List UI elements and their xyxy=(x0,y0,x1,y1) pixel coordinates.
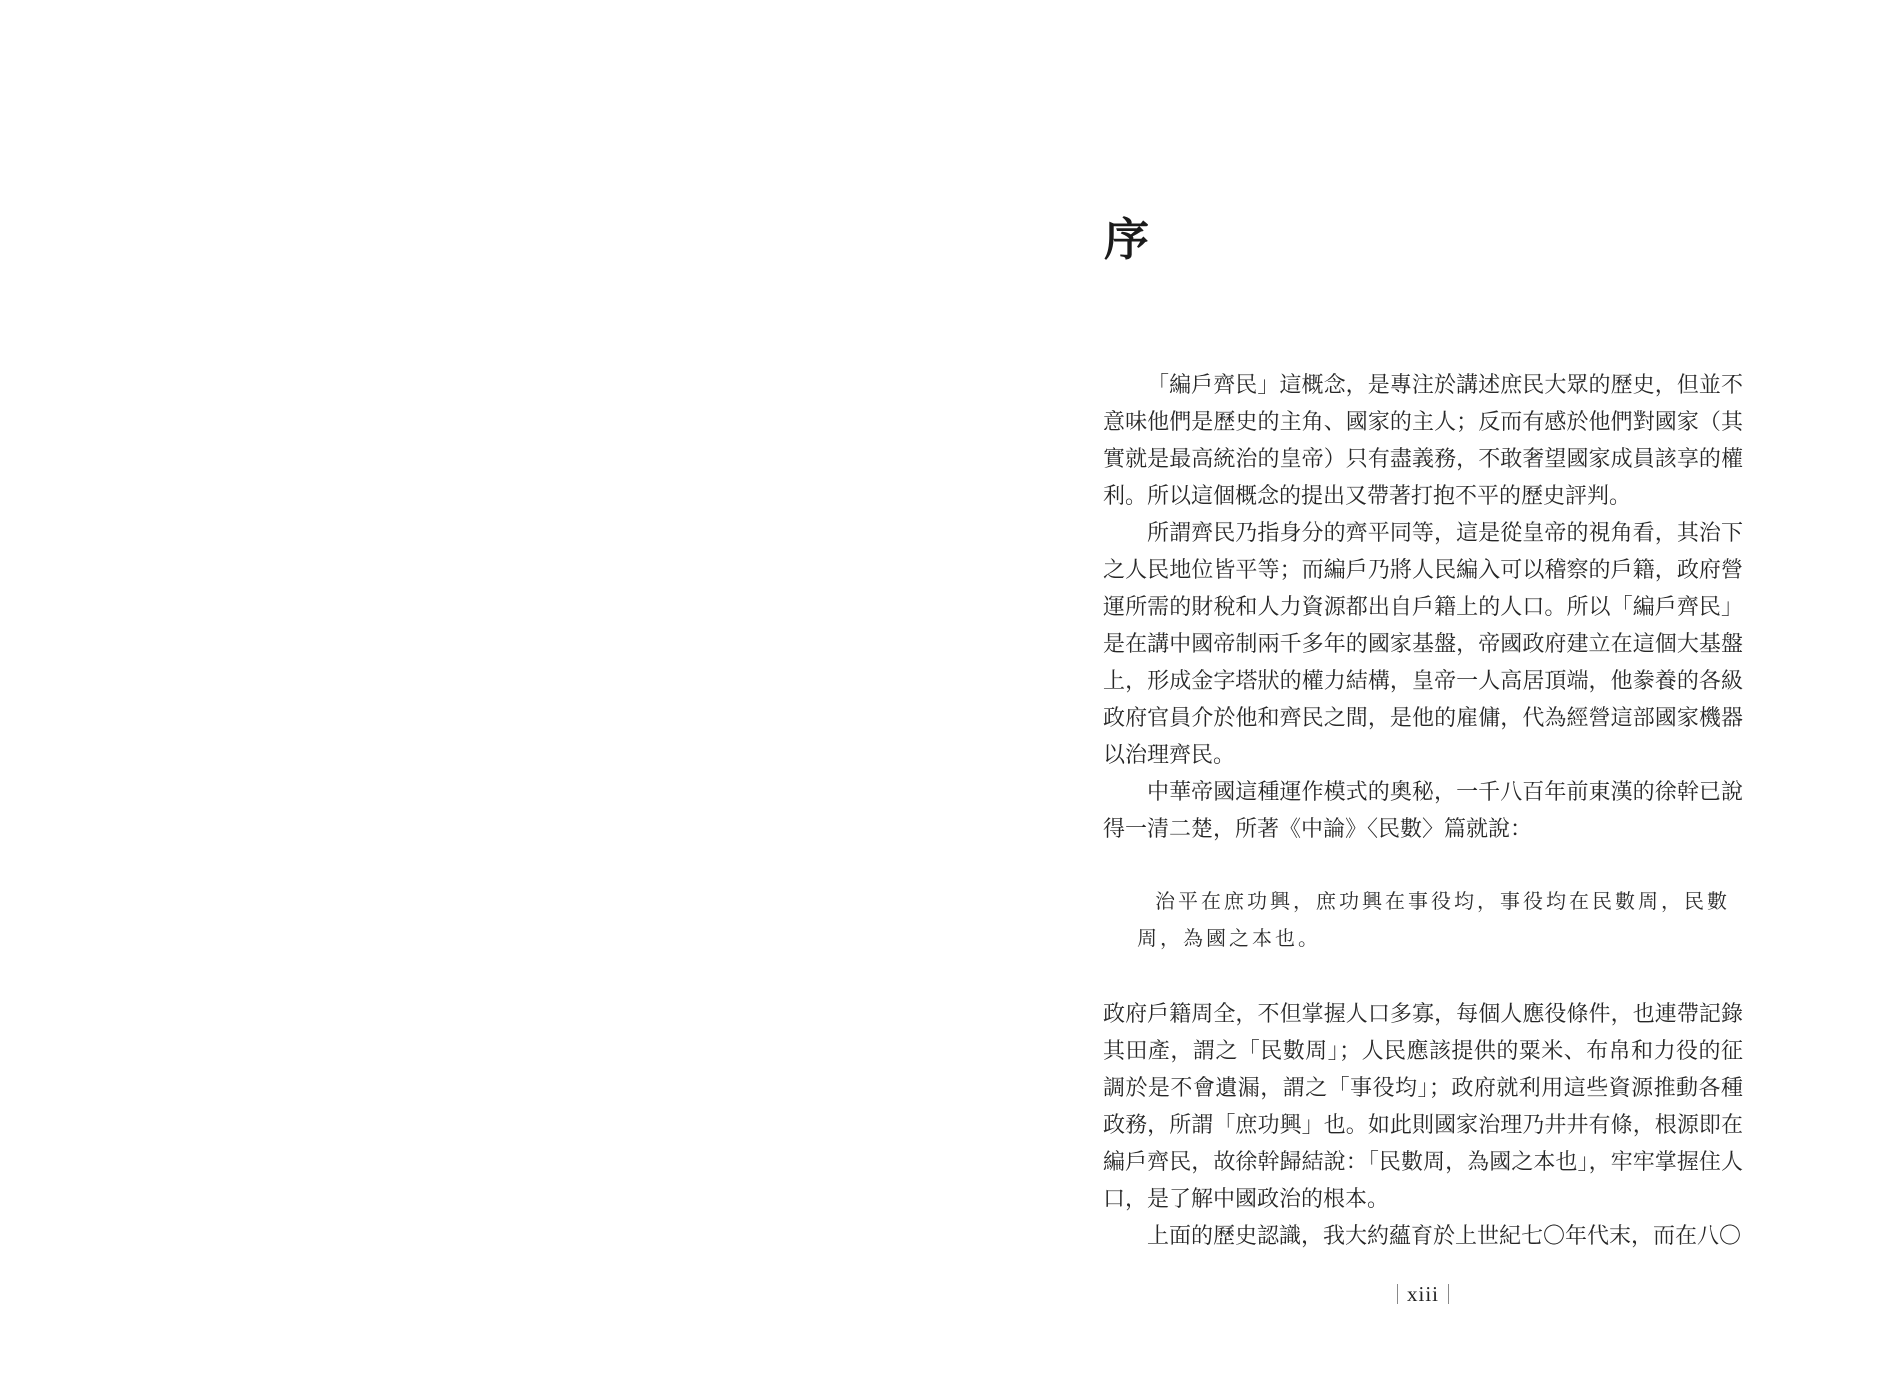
page-number-rule-right xyxy=(1448,1284,1449,1304)
page-title: 序 xyxy=(1104,215,1152,265)
paragraph: 「編戶齊民」這概念，是專注於講述庶民大眾的歷史，但並不意味他們是歷史的主角、國家的主人；反而有感於他們對國家（其實就是最高統治的皇帝）只有盡義務，不敢奢望國家成員該享的權利。所以這個概念的提出又帶著打抱不平的歷史評判。 xyxy=(1103,372,1743,508)
body-text xyxy=(1103,366,1743,1254)
paragraph: 政府戶籍周全，不但掌握人口多寡，每個人應役條件，也連帶記錄其田產，謂之「民數周」；人民應該提供的粟米、布帛和力役的征調於是不會遺漏，謂之「事役均」；政府就利用這些資源推動各種政務，所謂「庶功興」也。如此則國家治理乃井井有條，根源即在編戶齊民，故徐幹歸結說：「民數周，為國之本也」，牢牢掌握住人口，是了解中國政治的根本。 xyxy=(1103,1001,1743,1211)
page-number: xiii xyxy=(1406,1282,1439,1306)
paragraph: 所謂齊民乃指身分的齊平同等，這是從皇帝的視角看，其治下之人民地位皆平等；而編戶乃將人民編入可以稽察的戶籍，政府營運所需的財稅和人力資源都出自戶籍上的人口。所以「編戶齊民」是在講中國帝制兩千多年的國家基盤，帝國政府建立在這個大基盤上，形成金字塔狀的權力結構，皇帝一人高居頂端，他豢養的各級政府官員介於他和齊民之間，是他的雇傭，代為經營這部國家機器以治理齊民。 xyxy=(1103,520,1743,767)
page-number-rule-left xyxy=(1397,1284,1398,1304)
paragraph: 上面的歷史認識，我大約蘊育於上世紀七〇年代末，而在八〇 xyxy=(1147,1223,1742,1248)
block-quote: 治平在庶功興，庶功興在事役均，事役均在民數周，民數周，為國之本也。 xyxy=(1137,891,1730,950)
page-footer xyxy=(1103,1282,1743,1306)
paragraph: 中華帝國這種運作模式的奧秘，一千八百年前東漢的徐幹已說得一清二楚，所著《中論》〈民數〉篇就說： xyxy=(1103,779,1743,841)
